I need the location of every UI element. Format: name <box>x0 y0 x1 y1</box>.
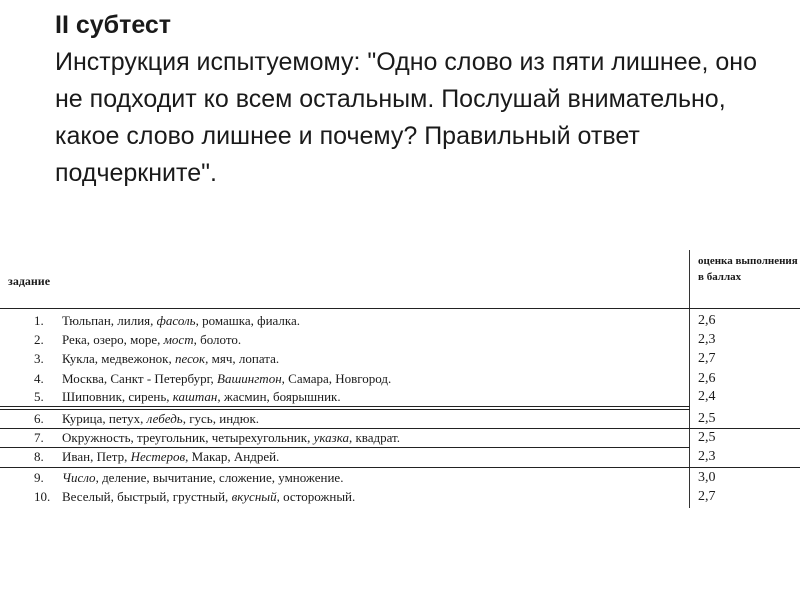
row-words: Курица, петух, лебедь, гусь, индюк. <box>62 411 260 426</box>
row-number: 7. <box>34 430 44 445</box>
odd-word: Число <box>62 470 96 485</box>
row-words: Окружность, треугольник, четырехугольник, указка, квадрат. <box>62 430 401 445</box>
row-rule <box>0 406 690 407</box>
table-row <box>0 369 800 389</box>
odd-word: вкусный <box>231 489 277 504</box>
row-score: 2,7 <box>698 489 716 504</box>
table-row <box>0 349 800 369</box>
row-words: Река, озеро, море, мост, болото. <box>62 332 242 347</box>
row-number: 8. <box>34 449 44 464</box>
table-row <box>0 428 800 448</box>
instruction-text: Инструкция испытуемому: "Одно слово из пяти лишнее, оно не подходит ко всем остальным. Послушай внимательно, какое слово лишнее и почему? Правильный ответ подчеркните". <box>55 48 758 187</box>
table-row <box>0 468 800 488</box>
row-score: 3,0 <box>698 470 716 485</box>
row-number: 4. <box>34 371 44 386</box>
row-words: Кукла, медвежонок, песок, мяч, лопата. <box>62 351 280 366</box>
odd-word: песок <box>174 351 206 366</box>
table-row <box>0 409 800 429</box>
row-number: 10. <box>34 489 51 504</box>
row-number: 3. <box>34 351 44 366</box>
row-score: 2,4 <box>698 389 716 404</box>
row-score: 2,5 <box>698 411 716 426</box>
odd-word: Нестеров <box>130 449 186 464</box>
odd-word: каштан <box>172 389 218 404</box>
row-words: Москва, Санкт - Петербург, Вашингтон, Самара, Новгород. <box>62 371 392 386</box>
row-score: 2,7 <box>698 351 716 366</box>
table-row <box>0 330 800 350</box>
table-row <box>0 487 800 507</box>
row-words: Иван, Петр, Нестеров, Макар, Андрей. <box>62 449 280 464</box>
row-words: Число, деление, вычитание, сложение, умножение. <box>62 470 344 485</box>
row-words: Шиповник, сирень, каштан, жасмин, боярышник. <box>62 389 341 404</box>
row-score: 2,3 <box>698 332 716 347</box>
column-header-score: оценка выполнения в баллах <box>698 255 798 283</box>
row-words: Тюльпан, лилия, фасоль, ромашка, фиалка. <box>62 313 301 328</box>
row-score: 2,6 <box>698 371 716 386</box>
odd-word: Вашингтон <box>217 371 282 386</box>
odd-word: лебедь <box>146 411 183 426</box>
odd-word: указка <box>313 430 349 445</box>
column-header-task: задание <box>8 274 51 288</box>
table-row <box>0 311 800 331</box>
row-score: 2,5 <box>698 430 716 445</box>
row-number: 6. <box>34 411 44 426</box>
odd-word: мост <box>163 332 194 347</box>
row-words: Веселый, быстрый, грустный, вкусный, осторожный. <box>62 489 356 504</box>
row-number: 9. <box>34 470 44 485</box>
row-score: 2,3 <box>698 449 716 464</box>
row-score: 2,6 <box>698 313 716 328</box>
row-number: 2. <box>34 332 44 347</box>
row-number: 1. <box>34 313 44 328</box>
header-rule <box>0 308 800 309</box>
row-number: 5. <box>34 389 44 404</box>
table-row <box>0 387 800 407</box>
odd-word: фасоль <box>156 313 196 328</box>
table-row <box>0 447 800 467</box>
subtest-title: II субтест <box>55 11 172 39</box>
